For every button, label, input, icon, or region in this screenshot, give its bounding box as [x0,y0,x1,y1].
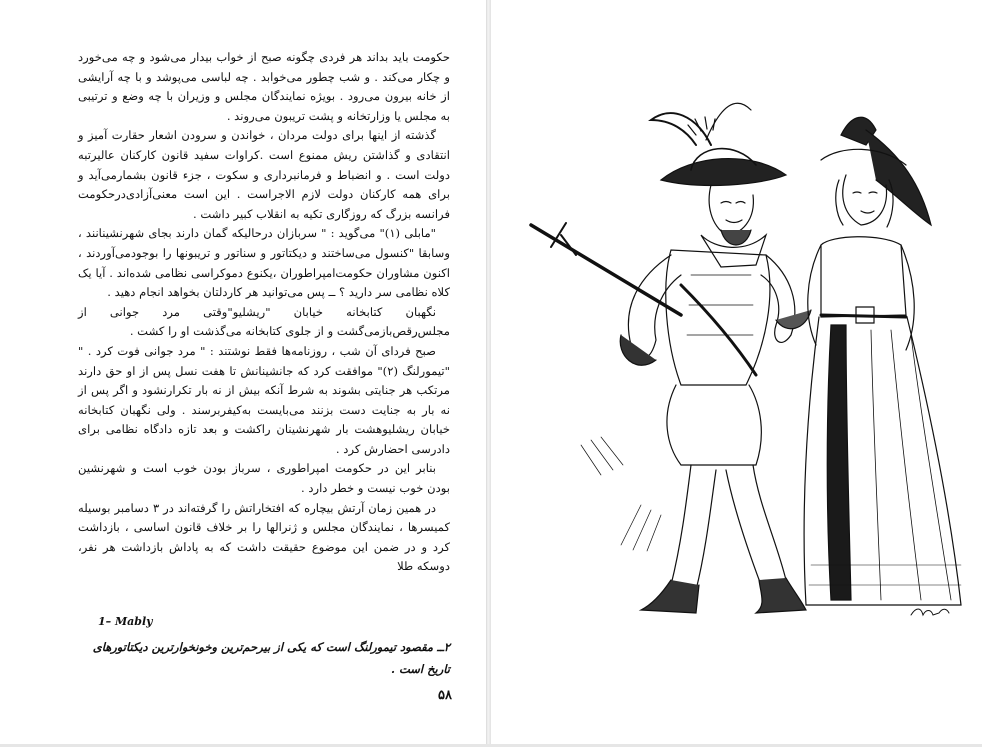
paragraph-2: گذشته از اینها برای دولت مردان ، خواندن و سرودن اشعار حقارت آمیز و انتقادی و گذاشتن ریش ممنوع است .کراوات سفید قانون کارکنان عالیرتبه دولت است . و انضباط و فرمانبرداری و سکوت ، جزء قانون بشمارمی‌آید و برای همه کارکنان دولت لازم الاجراست . این است معنی‌آزادی‌درحکومت فرانسه بزرگ که روزگاری تکیه به انقلاب کبیر داشت . [78,128,450,221]
paragraph-4: نگهبان کتابخانه خیابان "ریشلیو"وقتی مرد جوانی از مجلس‌رقص‌بازمی‌گشت و از جلوی کتابخانه می‌گذشت او را کشت . [78,304,450,339]
paragraph-6: بنابر این در حکومت امپراطوری ، سرباز بودن خوب است و شهرنشین بودن خوب نیست و خطر دارد . [78,461,450,496]
left-page [0,0,486,747]
paragraph-3: "مابلی (۱)" می‌گوید : " سربازان درحالیکه گمان دارند بجای شهرنشینانند ، وسابقا "کنسول می‌ساختند و دیکتاتور و سناتور و تریبونها را بوجودمی‌آوردند ، اکنون مشاوران حکومت‌امپراطوران ،یکنوع دموکراسی نظامی شده‌اند . آیا یک کلاه نظامی سر دارید ؟ ــ پس می‌توانید هر کاردلتان بخواهد انجام دهید . [78,226,450,300]
footnote-2: ۲ــ مقصود تیمورلنگ است که یکی از بیرحم‌ترین وخونخوارترین دیکتاتورهای تاریخ است . [92,640,450,676]
paragraph-1: حکومت باید بداند هر فردی چگونه صبح از خواب بیدار می‌شود و چه می‌خورد و چکار می‌کند . و شب چطور می‌خوابد . چه لباسی می‌پوشد و با چه آرایشی از خانه بیرون می‌رود . بویژه نمایندگان مجلس و وزیران با چه وضع و ترتیبی به مجلس یا وزارتخانه و پشت تریبون می‌روند . [78,50,450,123]
footnote-1: 1– Mably [98,615,153,628]
paragraph-7: در همین زمان آرتش بیچاره که افتخاراتش را گرفته‌اند در ۳ دسامبر بوسیله کمیسرها ، نمایندگان مجلس و ژنرالها را بر خلاف قانون اساسی ، بازداشت کرد و در ضمن این موضوع حقیقت داشت که به پاداش بازداشت هر نفر، دوسکه طلا [78,500,450,574]
page-number: ۵۸ [438,688,452,703]
paragraph-5: صبح فردای آن شب ، روزنامه‌ها فقط نوشتند : " مرد جوانی فوت کرد . " "تیمورلنگ (۲)" موافقت کرد که جانشینانش تا هفت نسل پس از او حق دارند مرتکب هر جنایتی بشوند به شرط آنکه بیش از نه بار تکرارنشود و اگر پس از نه بار به جنایت دست بزنند می‌بایست به‌کیفربرسند . ولی نگهبان کتابخانه خیابان ریشلیوهشت بار شهرنشینان راکشت و بعد تازه دادگاه نظامی برای دادرسی احضارش کرد . [78,343,450,456]
right-page [491,0,982,747]
body-text [78,48,450,577]
engraving-two-figures-icon [521,85,967,630]
